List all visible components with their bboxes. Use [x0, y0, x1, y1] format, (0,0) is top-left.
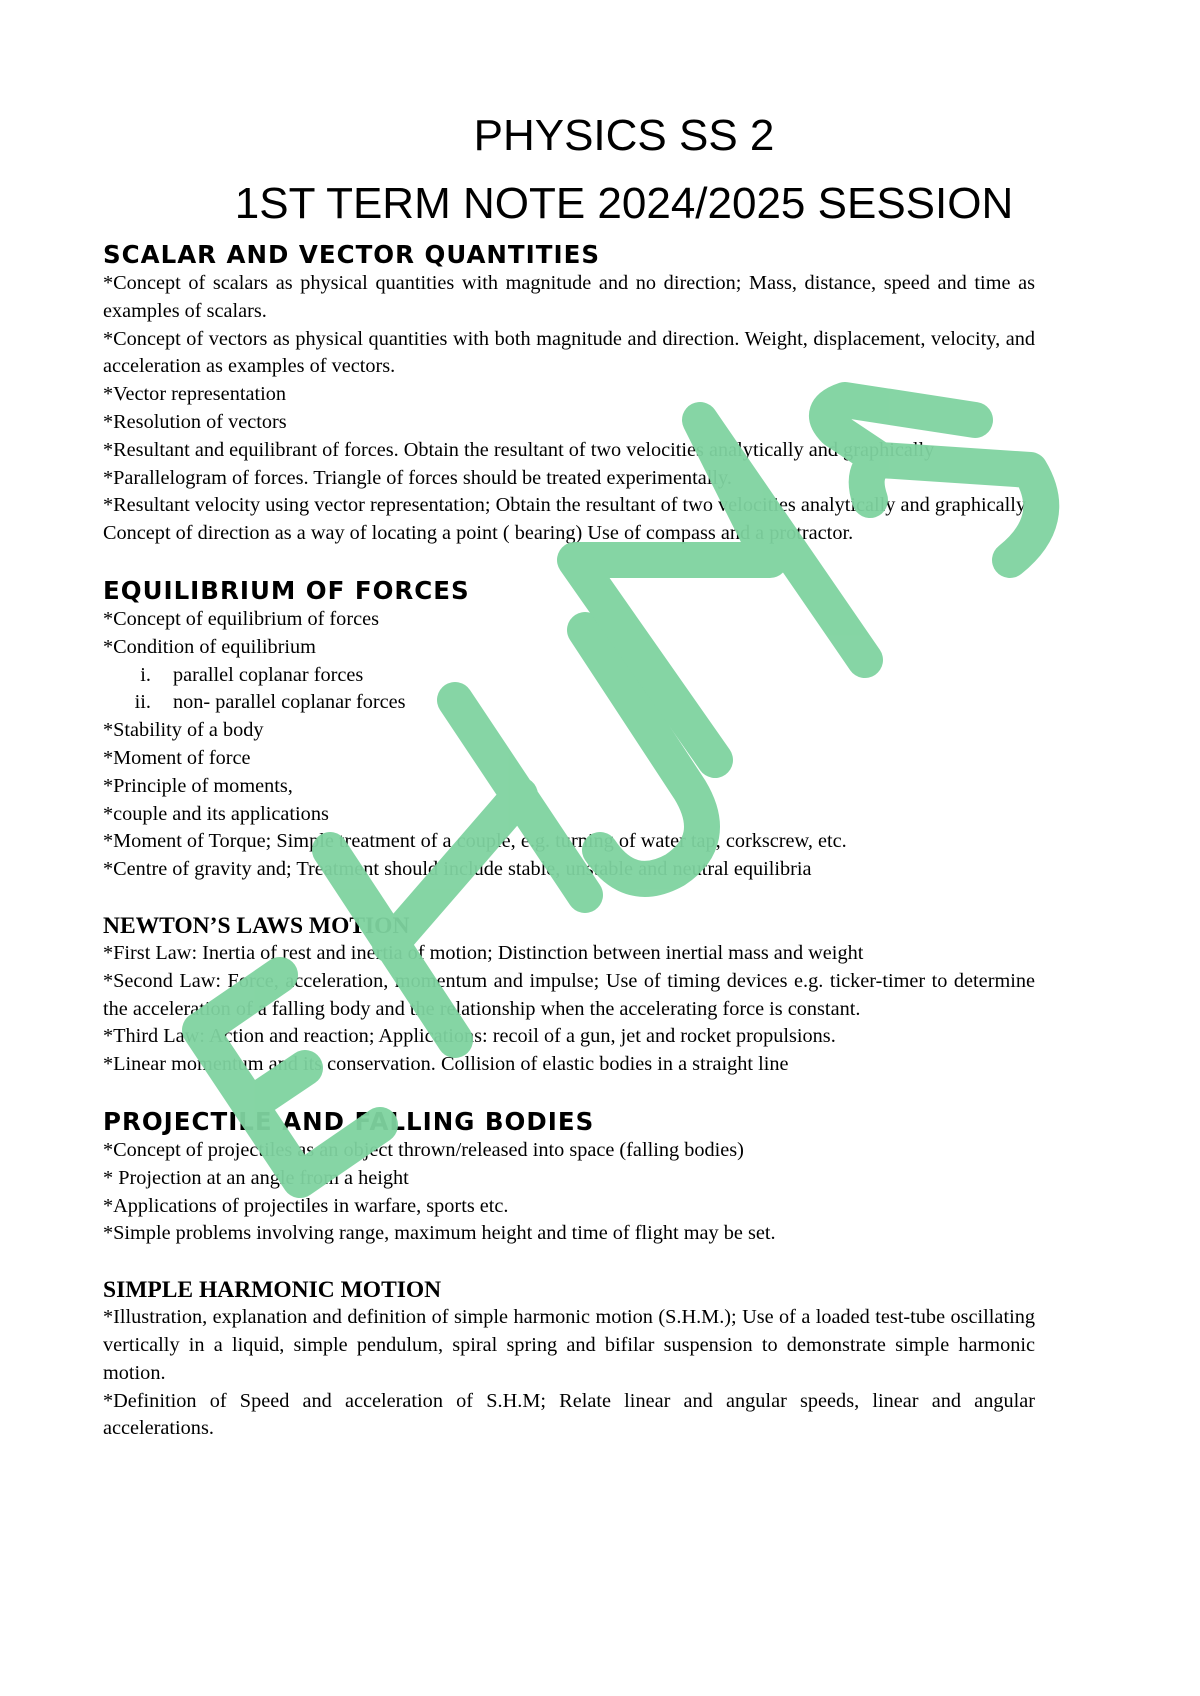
list-item: *Resultant and equilibrant of forces. Obtain the resultant of two velocities analytically and graphically — [103, 438, 935, 461]
page-title-line-2: 1ST TERM NOTE 2024/2025 SESSION — [234, 179, 1014, 228]
section-scalar-vector — [103, 240, 1035, 548]
list-item: *Definition of Speed and acceleration of S.H.M; Relate linear and angular speeds, linear and angular accelerations. — [103, 1389, 1035, 1440]
list-item: *Principle of moments, — [103, 774, 293, 797]
list-item: *Resolution of vectors — [103, 410, 287, 433]
list-item: *First Law: Inertia of rest and inertia of motion; Distinction between inertial mass and weight — [103, 941, 864, 964]
list-item: * Projection at an angle from a height — [103, 1166, 409, 1189]
list-item: *Centre of gravity and; Treatment should include stable, unstable and neutral equilibria — [103, 858, 812, 881]
section-heading: SCALAR AND VECTOR QUANTITIES — [103, 240, 600, 269]
list-item: *Second Law: Force, acceleration, momentum and impulse; Use of timing devices e.g. ticker-timer to determine the acceleration of a falling body and the relationship when the accelerating force is constant. — [103, 969, 1035, 1020]
list-item: *Linear momentum and its conservation. Collision of elastic bodies in a straight line — [103, 1053, 789, 1076]
roman-list-item — [103, 689, 1035, 717]
list-item: *Parallelogram of forces. Triangle of forces should be treated experimentally. — [103, 466, 732, 489]
section-heading: NEWTON’S LAWS MOTION — [103, 912, 410, 939]
document-body — [103, 240, 1035, 1471]
list-item: *Concept of equilibrium of forces — [103, 607, 379, 630]
section-heading: SIMPLE HARMONIC MOTION — [103, 1277, 442, 1304]
list-item: *Concept of scalars as physical quantities with magnitude and no direction; Mass, distance, speed and time as examples of scalars. — [103, 272, 1035, 322]
page-title-line-1: PHYSICS SS 2 — [473, 111, 775, 160]
list-item: *Condition of equilibrium — [103, 635, 316, 658]
list-item: *Concept of vectors as physical quantities with both magnitude and direction. Weight, displacement, velocity, and acceleration as examples of vectors. — [103, 327, 1035, 378]
list-item: *Applications of projectiles in warfare, sports etc. — [103, 1194, 509, 1217]
section-projectile — [103, 1107, 1035, 1248]
list-item: *Resultant velocity using vector representation; Obtain the resultant of two velocities analytically and graphically — [103, 494, 1027, 517]
section-shm — [103, 1276, 1035, 1443]
roman-list-item — [103, 662, 1035, 690]
list-item: *Illustration, explanation and definition of simple harmonic motion (S.H.M.); Use of a loaded test-tube oscillating vertically in a liquid, simple pendulum, spiral spring and bifilar suspension to demonstrate simple harmonic motion. — [103, 1306, 1035, 1384]
list-item: *Stability of a body — [103, 719, 264, 742]
roman-item-text: non- parallel coplanar forces — [173, 691, 406, 714]
roman-numeral: ii. — [134, 691, 151, 714]
section-heading: PROJECTILE AND FALLING BODIES — [103, 1106, 595, 1136]
list-item: *Moment of Torque; Simple treatment of a couple, e.g. turning of water tap, corkscrew, etc. — [103, 830, 847, 853]
list-item: *couple and its applications — [103, 802, 329, 825]
roman-numeral: i. — [140, 663, 151, 686]
list-item: *Third Law: Action and reaction; Applications: recoil of a gun, jet and rocket propulsions. — [103, 1025, 836, 1048]
list-item: *Concept of projectiles as an object thrown/released into space (falling bodies) — [103, 1138, 744, 1161]
section-equilibrium — [103, 576, 1035, 884]
list-item: *Simple problems involving range, maximum height and time of flight may be set. — [103, 1222, 776, 1245]
list-item: *Moment of force — [103, 746, 251, 769]
section-heading: EQUILIBRIUM OF FORCES — [103, 575, 470, 605]
roman-item-text: parallel coplanar forces — [173, 663, 364, 686]
list-item: *Vector representation — [103, 383, 287, 406]
list-item: Concept of direction as a way of locating a point ( bearing) Use of compass and a protractor. — [103, 522, 854, 545]
section-newtons-laws — [103, 912, 1035, 1079]
